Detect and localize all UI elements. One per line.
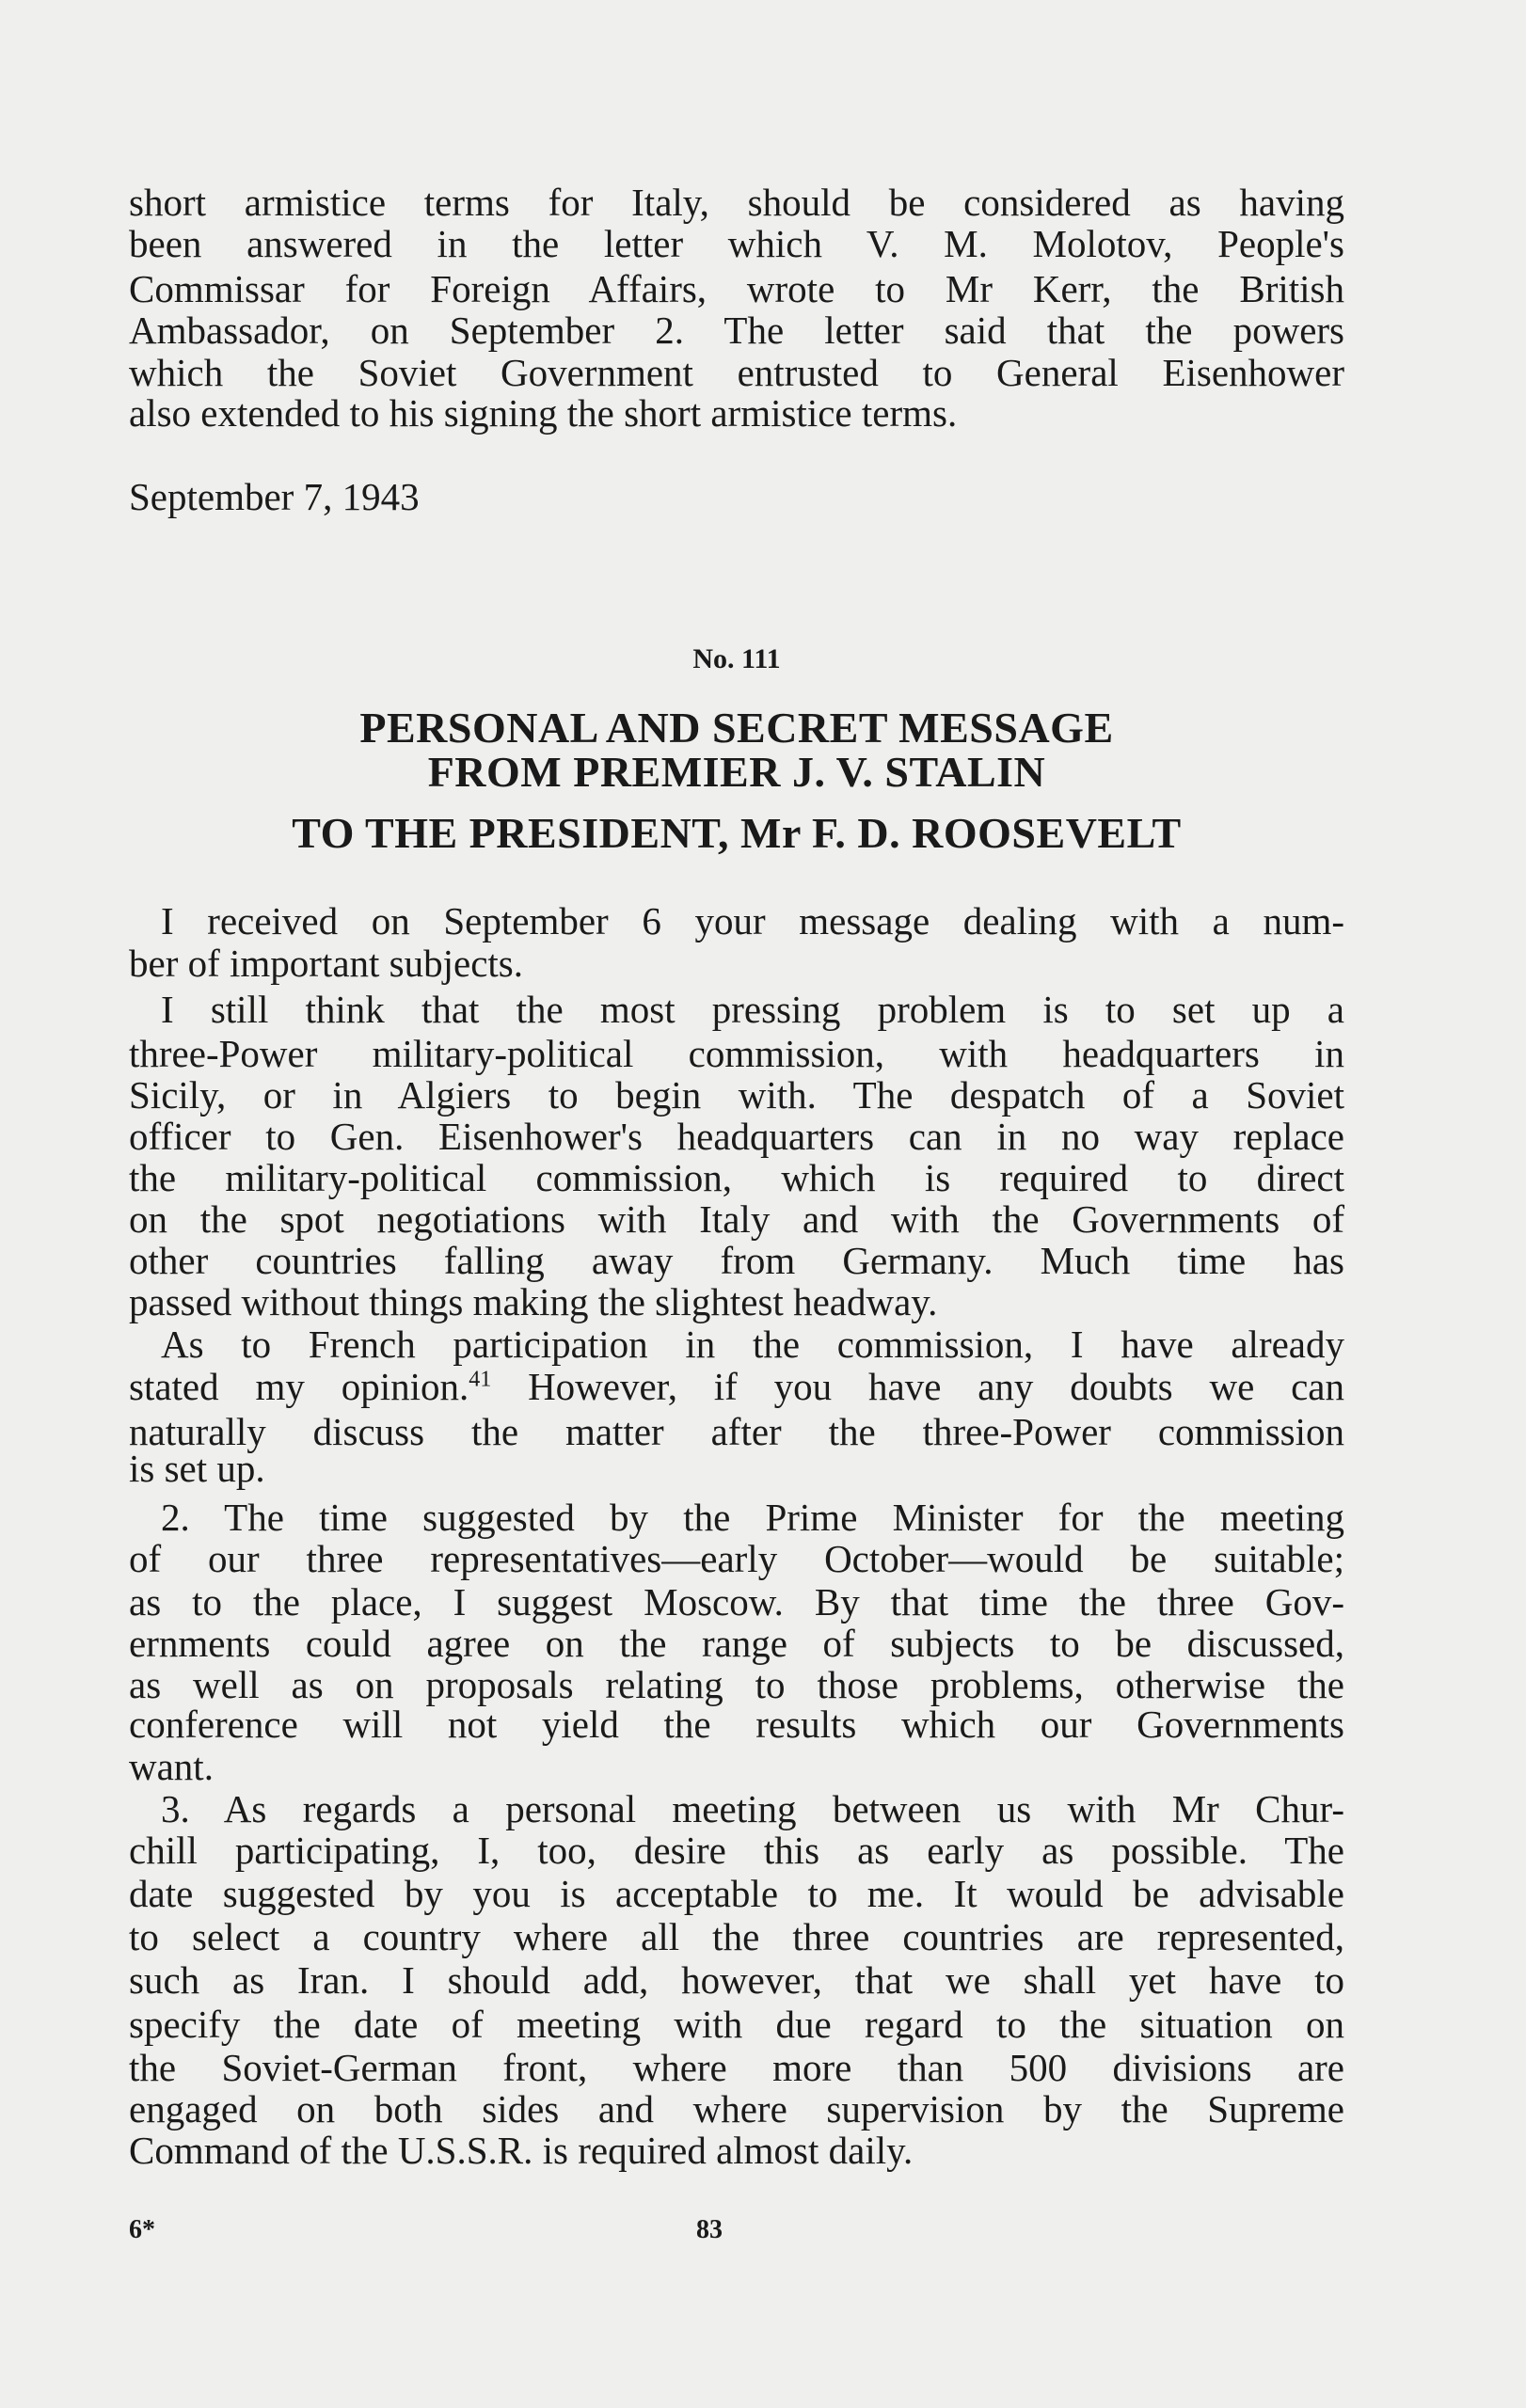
page-number: 83 — [696, 2215, 723, 2244]
line-text: As to French participation in the commission, I have already — [161, 1323, 1344, 1366]
line-text: other countries falling away from Germany. Much time has — [129, 1239, 1344, 1282]
line-text: naturally discuss the matter after the three-Power commission — [129, 1410, 1344, 1453]
text-line — [129, 2130, 1344, 2171]
line-text: the military-political commission, which is required to direct — [129, 1156, 1344, 1199]
line-text: on the spot negotiations with Italy and with the Governments of — [129, 1197, 1344, 1241]
line-text: Ambassador, on September 2. The letter said that the powers — [129, 309, 1344, 352]
text-line — [129, 900, 1344, 942]
line-text: such as Iran. I should add, however, that we shall yet have to — [129, 1958, 1344, 2002]
line-text: engaged on both sides and where supervision by the Supreme — [129, 2087, 1344, 2131]
text-line — [129, 1873, 1344, 1914]
text-line — [129, 1281, 1344, 1323]
text-line — [129, 1916, 1344, 1957]
text-line — [129, 352, 1344, 393]
line-text: to select a country where all the three countries are represented, — [129, 1915, 1344, 1958]
text-line — [129, 1240, 1344, 1281]
text-line — [129, 1623, 1344, 1664]
line-text: as to the place, I suggest Moscow. By that time the three Gov- — [129, 1580, 1344, 1624]
text-line — [129, 223, 1344, 264]
line-text: date suggested by you is acceptable to me. It would be advisable — [129, 1872, 1344, 1915]
line-text: three-Power military-political commission, with headquarters in — [129, 1032, 1344, 1075]
line-text: ernments could agree on the range of subjects to be discussed, — [129, 1622, 1344, 1665]
text-line — [129, 309, 1344, 351]
text-line — [129, 1448, 1344, 1489]
line-text: which the Soviet Government entrusted to General Eisenhower — [129, 351, 1344, 394]
line-text: of our three representatives—early October—would be suitable; — [129, 1537, 1344, 1580]
text-line — [129, 1411, 1344, 1452]
text-line — [129, 182, 1344, 223]
text-line — [129, 1830, 1344, 1871]
line-text: Commissar for Foreign Affairs, wrote to Mr Kerr, the British — [129, 267, 1344, 310]
text-line — [129, 943, 1344, 984]
heading-line-3: TO THE PRESIDENT, Mr F. D. ROOSEVELT — [292, 809, 1182, 857]
line-text: been answered in the letter which V. M. Molotov, People's — [129, 222, 1344, 265]
line-text: Sicily, or in Algiers to begin with. The despatch of a Soviet — [129, 1073, 1344, 1117]
text-line — [129, 1157, 1344, 1198]
line-text-rest: However, if you have any doubts we can — [491, 1365, 1344, 1408]
text-line — [129, 1788, 1344, 1830]
line-text: officer to Gen. Eisenhower's headquarters can in no way replace — [129, 1115, 1344, 1158]
text-line — [129, 1033, 1344, 1074]
text-line — [129, 2004, 1344, 2045]
heading-line-1: PERSONAL AND SECRET MESSAGE — [359, 704, 1114, 752]
text-line — [129, 268, 1344, 309]
text-line — [129, 1497, 1344, 1538]
line-text: passed without things making the slightest headway. — [129, 1280, 938, 1323]
line-text: short armistice terms for Italy, should be considered as having — [129, 181, 1344, 224]
line-text: chill participating, I, too, desire this as early as possible. The — [129, 1829, 1344, 1872]
line-text: 2. The time suggested by the Prime Minister for the meeting — [161, 1496, 1344, 1539]
text-line — [129, 2088, 1344, 2130]
line-text: the Soviet-German front, where more than 500 divisions are — [129, 2046, 1344, 2089]
signature-mark: 6* — [129, 2215, 155, 2244]
text-line — [129, 1538, 1344, 1579]
line-text: Command of the U.S.S.R. is required almost daily. — [129, 2129, 914, 2172]
text-line — [129, 1198, 1344, 1240]
text-line — [129, 1366, 1344, 1407]
line-text: is set up. — [129, 1447, 265, 1490]
text-line — [129, 1746, 1344, 1787]
text-line — [129, 1703, 1344, 1745]
line-text: specify the date of meeting with due regard to the situation on — [129, 2003, 1344, 2046]
text-line — [129, 2047, 1344, 2088]
text-line — [129, 1664, 1344, 1705]
heading-line-2: FROM PREMIER J. V. STALIN — [427, 748, 1046, 796]
line-text: I still think that the most pressing problem is to set up a — [161, 988, 1344, 1031]
text-line — [129, 1581, 1344, 1623]
line-text: also extended to his signing the short armistice terms. — [129, 391, 958, 435]
text-line — [129, 1074, 1344, 1116]
footnote-ref[interactable]: 41 — [469, 1367, 492, 1392]
line-text: 3. As regards a personal meeting between us with Mr Chur- — [161, 1787, 1344, 1830]
text-line — [129, 392, 1344, 434]
document-number: No. 111 — [692, 643, 781, 674]
line-text: as well as on proposals relating to those problems, otherwise the — [129, 1663, 1344, 1706]
line-text: want. — [129, 1745, 214, 1788]
line-text: ber of important subjects. — [129, 942, 524, 985]
line-text: conference will not yield the results which our Governments — [129, 1703, 1344, 1746]
text-line — [129, 989, 1344, 1030]
text-line — [129, 1116, 1344, 1157]
text-line — [129, 1959, 1344, 2001]
line-text: I received on September 6 your message dealing with a num- — [161, 899, 1344, 943]
line-text: stated my opinion. — [129, 1365, 469, 1408]
text-line — [129, 1323, 1344, 1365]
date-line: September 7, 1943 — [129, 475, 420, 518]
